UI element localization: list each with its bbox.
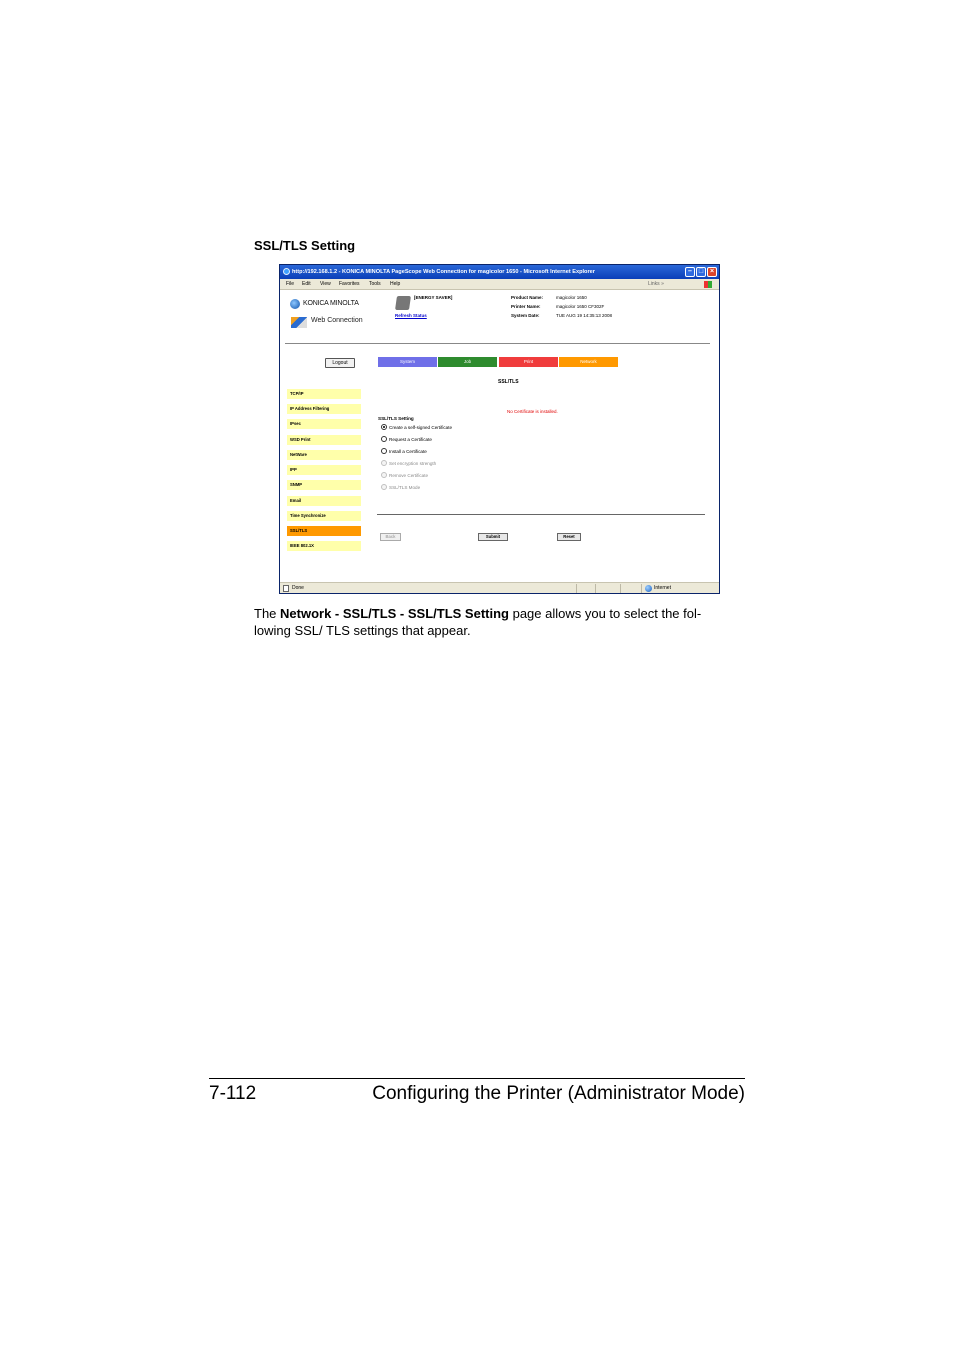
page-number: 7-112 [209, 1083, 257, 1104]
printer-icon [395, 296, 411, 310]
browser-window [279, 264, 720, 594]
status-separator [641, 584, 642, 593]
menu-file[interactable]: File [286, 281, 295, 287]
status-separator [576, 584, 577, 593]
submit-button[interactable]: Submit [478, 533, 508, 541]
menu-tools[interactable]: Tools [369, 281, 381, 287]
info-product-name: Product Name: magicolor 1650 [511, 295, 587, 300]
form-divider [377, 514, 705, 515]
konica-minolta-logo-icon [290, 299, 300, 309]
sidebar-item-ipp[interactable]: IPP [287, 465, 361, 475]
option-set-encryption-strength: Set encryption strength [381, 460, 436, 468]
internet-zone-icon [645, 585, 652, 592]
logout-button[interactable]: Logout [325, 358, 355, 368]
sidebar-item-netware[interactable]: NetWare [287, 450, 361, 460]
sidebar-item-time-synchronize[interactable]: Time Synchronize [287, 511, 361, 521]
links-label: Links [648, 281, 660, 287]
info-system-date: System Date: TUE AUG 19 14:35:13 2008 [511, 313, 613, 318]
internet-explorer-icon [283, 268, 290, 275]
browser-title: http://192.168.1.2 - KONICA MINOLTA PageScope Web Connection for magicolor 1650 - Microsoft Internet Explorer [292, 269, 595, 275]
menu-favorites[interactable]: Favorites [339, 281, 360, 287]
body-paragraph: The Network - SSL/TLS - SSL/TLS Setting page allows you to select the fol- lowing SSL/ TLS settings that appear. [254, 606, 702, 638]
sidebar-item-wsd-print[interactable]: WSD Print [287, 435, 361, 445]
section-heading: SSL/TLS Setting [254, 238, 356, 253]
page-title: SSL/TLS [498, 379, 519, 385]
maximize-icon[interactable]: □ [696, 267, 706, 277]
ssl-tls-setting-label: SSL/TLS Setting [378, 416, 414, 421]
refresh-status-link[interactable]: Refresh Status [395, 313, 427, 318]
sidebar-item-email[interactable]: Email [287, 496, 361, 506]
brand-name: KONICA MINOLTA [303, 300, 359, 307]
page-content [280, 290, 719, 582]
page-icon [283, 585, 289, 592]
radio-icon[interactable] [381, 448, 387, 454]
sidebar-item-ip-address-filtering[interactable]: IP Address Filtering [287, 404, 361, 414]
menu-help[interactable]: Help [390, 281, 401, 287]
menu-view[interactable]: View [320, 281, 331, 287]
pagescope-logo-icon [291, 317, 307, 328]
close-icon[interactable]: × [707, 267, 717, 277]
sidebar-item-ssl-tls[interactable]: SSL/TLS [287, 526, 361, 536]
option-remove-certificate: Remove Certificate [381, 472, 428, 480]
tab-print[interactable]: Print [499, 357, 558, 367]
info-printer-name: Printer Name: magicolor 1650 CF302F [511, 304, 605, 309]
zone-text: Internet [654, 585, 671, 591]
menu-edit[interactable]: Edit [302, 281, 311, 287]
browser-menubar [280, 279, 719, 290]
status-text: Done [292, 585, 304, 591]
option-ssl-tls-mode: SSL/TLS Mode [381, 484, 420, 492]
sidebar-item-ieee-8021x[interactable]: IEEE 802.1X [287, 541, 361, 551]
browser-statusbar [280, 582, 719, 593]
sidebar-item-tcp-ip[interactable]: TCP/IP [287, 389, 361, 399]
product-line: Web Connection [311, 317, 363, 324]
tab-network[interactable]: Network [559, 357, 618, 367]
reset-button[interactable]: Reset [557, 533, 581, 541]
tab-job[interactable]: Job [438, 357, 497, 367]
footer-rule [209, 1078, 745, 1079]
printer-status: [ENERGY SAVER] [414, 295, 453, 300]
radio-icon [381, 484, 387, 490]
status-separator [595, 584, 596, 593]
status-separator [620, 584, 621, 593]
header-divider [285, 343, 710, 344]
radio-icon [381, 460, 387, 466]
option-install-certificate[interactable]: Install a Certificate [381, 448, 427, 456]
browser-titlebar [280, 265, 719, 279]
radio-icon[interactable] [381, 424, 387, 430]
radio-icon [381, 472, 387, 478]
tab-system[interactable]: System [378, 357, 437, 367]
back-button: Back [380, 533, 401, 541]
sidebar-item-ipsec[interactable]: IPsec [287, 419, 361, 429]
radio-icon[interactable] [381, 436, 387, 442]
page-path: Network - SSL/TLS - SSL/TLS Setting [280, 606, 509, 621]
footer-title: Configuring the Printer (Administrator Mode) [372, 1083, 745, 1104]
certificate-warning: No Certificate is installed. [507, 409, 558, 414]
sidebar-item-snmp[interactable]: SNMP [287, 480, 361, 490]
option-request-certificate[interactable]: Request a Certificate [381, 436, 432, 444]
option-create-self-signed[interactable]: Create a self-signed Certificate [381, 424, 452, 432]
minimize-icon[interactable]: – [685, 267, 695, 277]
links-toolbar[interactable]: Links » [648, 281, 664, 287]
windows-logo-icon [704, 281, 712, 288]
